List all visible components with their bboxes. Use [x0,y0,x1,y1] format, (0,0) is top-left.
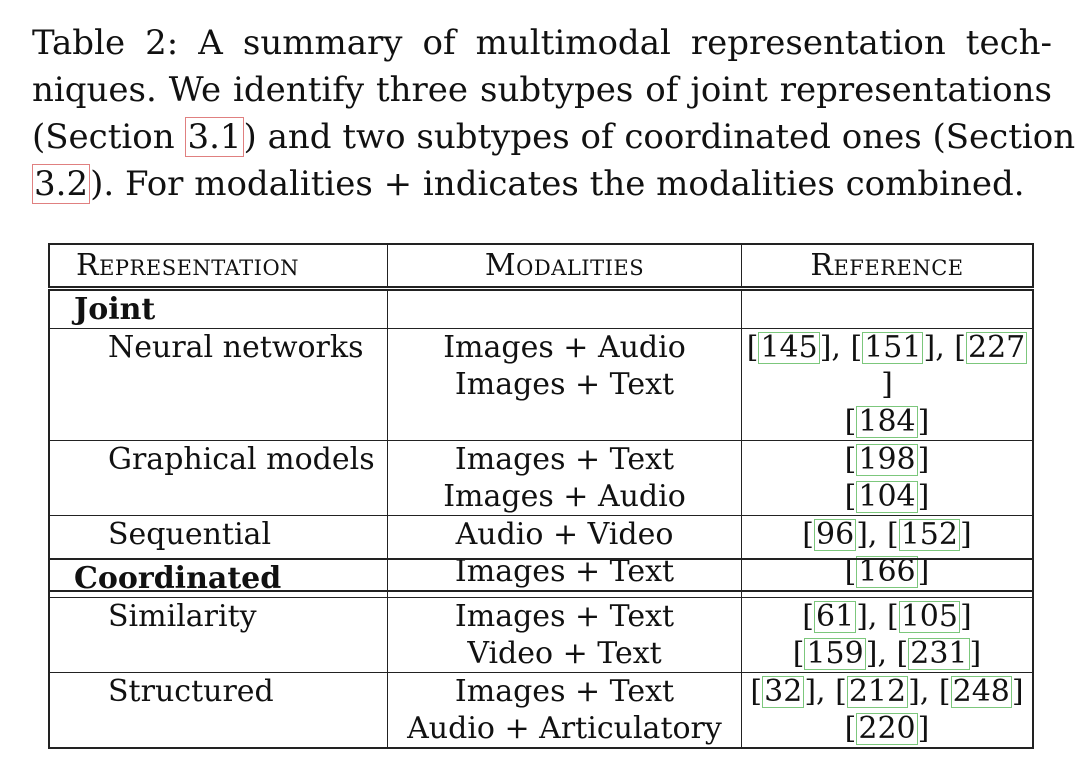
empty-cell [742,291,1032,328]
table-caption [32,20,1076,208]
reference-line: [198] [844,442,930,477]
reference-line: [32], [212], [248] [750,674,1024,709]
caption-text: ) and two subtypes of coordinated ones (Section [243,117,1076,157]
reference-line: [220] [844,711,930,746]
group-name: Coordinated [50,560,388,597]
table-row [50,597,1032,672]
citation-link[interactable]: 159 [806,636,864,671]
modalities-cell [388,329,742,440]
citation-link[interactable]: 184 [858,404,916,439]
caption-text: (Section [32,117,186,157]
representation-label: Sequential [50,516,388,590]
table-group-joint [48,289,1034,592]
citation-link[interactable]: 96 [816,517,855,552]
representation-label: Similarity [50,598,388,672]
modalities-cell [388,441,742,515]
reference-line: [166] [844,554,930,589]
representation-label: Structured [50,673,388,747]
reference-cell [742,598,1032,672]
modality-combo: Images + Text [454,554,675,589]
header-representation: Representation [50,245,388,286]
reference-line: [104] [844,479,930,514]
citation-link[interactable]: 151 [864,330,922,365]
section-link-3-1[interactable]: 3.1 [187,117,242,157]
citation-link[interactable]: 212 [848,674,907,709]
section-link-3-2[interactable]: 3.2 [34,164,89,204]
empty-cell [742,560,1032,597]
modality-combo: Images + Text [454,442,675,477]
reference-line: [184] [844,404,930,439]
caption-line-3 [32,114,1076,161]
citation-link[interactable]: 220 [858,711,916,746]
reference-line: [145], [151], [227] [746,330,1026,402]
group-title-row [50,291,1032,328]
empty-cell [388,291,742,328]
caption-line-2: niques. We identify three subtypes of joint representations [32,70,1052,110]
representation-label: Graphical models [50,441,388,515]
citation-link[interactable]: 61 [816,599,855,634]
table-row [50,672,1032,747]
table-row [50,440,1032,515]
reference-cell [742,673,1032,747]
table-row [50,328,1032,440]
modalities-cell [388,598,742,672]
citation-link[interactable]: 104 [858,479,916,514]
modality-combo: Video + Text [467,636,662,671]
citation-link[interactable]: 152 [900,517,958,552]
citation-link[interactable]: 145 [760,330,818,365]
reference-line: [61], [105] [802,599,972,634]
reference-cell [742,329,1032,440]
header-row [50,245,1032,286]
caption-line-4 [32,161,1052,208]
citation-link[interactable]: 105 [900,599,958,634]
table-header [48,243,1034,288]
modality-combo: Audio + Video [455,517,674,552]
citation-link[interactable]: 32 [764,674,803,709]
citation-link[interactable]: 198 [858,442,916,477]
table-group-coordinated [48,554,1034,749]
modality-combo: Images + Audio [443,479,686,514]
reference-line: [96], [152] [802,517,972,552]
group-title-row [50,560,1032,597]
header-modalities: Modalities [388,245,742,286]
citation-link[interactable]: 231 [910,636,968,671]
modality-combo: Images + Audio [443,330,686,365]
caption-text: ). For modalities + indicates the modalities combined. [90,164,1025,204]
citation-link[interactable]: 248 [952,674,1010,709]
header-reference: Reference [810,248,964,283]
citation-link[interactable]: 166 [858,554,916,589]
reference-cell [742,441,1032,515]
modalities-cell [388,673,742,747]
modality-combo: Audio + Articulatory [407,711,722,746]
empty-cell [388,560,742,597]
citation-link[interactable]: 227 [968,330,1026,365]
modality-combo: Images + Text [454,674,675,709]
caption-line-1: Table 2: A summary of multimodal representation tech- [32,23,1052,63]
reference-line: [159], [231] [792,636,982,671]
representation-label: Neural networks [50,329,388,440]
modality-combo: Images + Text [454,367,675,402]
group-name: Joint [50,291,388,328]
modality-combo: Images + Text [454,599,675,634]
